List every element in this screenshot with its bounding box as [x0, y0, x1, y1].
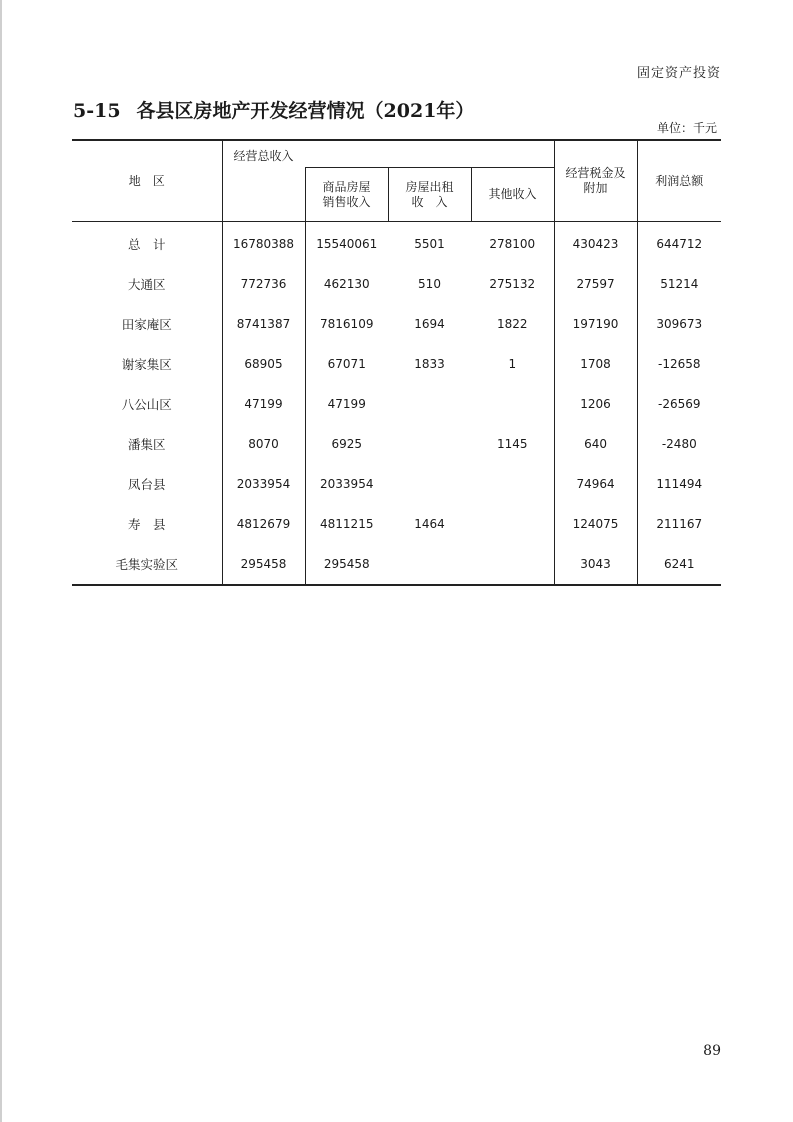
data-table-container	[72, 139, 721, 586]
cell-rent	[388, 424, 471, 464]
cell-region: 寿 县	[127, 517, 166, 532]
cell-tax: 430423	[554, 222, 637, 265]
header-other: 其他收入	[471, 168, 554, 222]
cell-other	[471, 504, 554, 544]
cell-total: 2033954	[222, 464, 305, 504]
cell-sales: 4811215	[305, 504, 388, 544]
cell-total: 8741387	[222, 304, 305, 344]
table-row	[72, 384, 721, 424]
cell-profit: -2480	[637, 424, 721, 464]
cell-other: 1	[508, 357, 517, 371]
cell-region: 毛集实验区	[115, 557, 178, 572]
cell-rent	[388, 464, 471, 504]
header-region: 地 区	[72, 140, 222, 222]
cell-rent: 1694	[414, 317, 445, 331]
cell-other	[471, 544, 554, 585]
cell-region: 谢家集区	[121, 357, 172, 372]
cell-total: 295458	[222, 544, 305, 585]
cell-rent	[388, 544, 471, 585]
cell-tax: 27597	[554, 264, 637, 304]
header-sales-line2: 销售收入	[322, 194, 371, 209]
cell-other	[471, 384, 554, 424]
cell-region: 总 计	[127, 237, 166, 252]
cell-profit: -12658	[637, 344, 721, 384]
cell-tax: 197190	[554, 304, 637, 344]
header-tax	[554, 140, 637, 222]
cell-profit: 51214	[637, 264, 721, 304]
cell-total: 8070	[222, 424, 305, 464]
cell-region: 潘集区	[127, 437, 166, 452]
cell-rent	[388, 384, 471, 424]
cell-region: 凤台县	[127, 477, 166, 492]
cell-rent: 5501	[414, 237, 445, 251]
cell-region: 田家庵区	[121, 317, 172, 332]
table-row	[72, 544, 721, 585]
cell-other: 275132	[489, 277, 536, 291]
cell-tax: 3043	[554, 544, 637, 585]
header-rent-line1: 房屋出租	[405, 179, 454, 194]
cell-tax: 640	[554, 424, 637, 464]
cell-other: 278100	[489, 237, 536, 251]
cell-profit: 644712	[637, 222, 721, 265]
header-sales	[305, 168, 388, 222]
cell-tax: 124075	[554, 504, 637, 544]
table-row	[72, 264, 721, 304]
header-profit: 利润总额	[637, 140, 721, 222]
unit-label: 单位：千元	[656, 121, 717, 135]
section-label: 固定资产投资	[636, 66, 721, 81]
cell-profit: -26569	[637, 384, 721, 424]
table-row	[72, 344, 721, 384]
cell-sales: 295458	[305, 544, 388, 585]
cell-sales: 15540061	[305, 222, 388, 265]
table-title: 各县区房地产开发经营情况（2021年）	[136, 100, 475, 122]
cell-sales: 462130	[305, 264, 388, 304]
cell-sales: 2033954	[305, 464, 388, 504]
table-number: 5-15	[73, 100, 121, 122]
cell-other: 1145	[496, 437, 528, 451]
page-number: 89	[703, 1043, 721, 1059]
cell-other	[471, 464, 554, 504]
cell-sales: 47199	[305, 384, 388, 424]
cell-total: 16780388	[222, 222, 305, 265]
cell-sales: 7816109	[305, 304, 388, 344]
cell-total: 68905	[222, 344, 305, 384]
table-row	[72, 464, 721, 504]
cell-region: 大通区	[127, 277, 166, 292]
table-row	[72, 222, 721, 265]
cell-tax: 1708	[554, 344, 637, 384]
page-left-edge	[0, 0, 2, 1122]
table-row	[72, 304, 721, 344]
page-title	[73, 96, 474, 123]
cell-profit: 211167	[637, 504, 721, 544]
cell-profit: 111494	[637, 464, 721, 504]
header-total-revenue: 经营总收入	[222, 140, 305, 222]
cell-total: 772736	[222, 264, 305, 304]
cell-rent: 1833	[414, 357, 445, 371]
cell-total: 4812679	[222, 504, 305, 544]
table-row	[72, 504, 721, 544]
table-row	[72, 424, 721, 464]
cell-other: 1822	[496, 317, 528, 331]
cell-sales: 6925	[305, 424, 388, 464]
cell-sales: 67071	[305, 344, 388, 384]
cell-total: 47199	[222, 384, 305, 424]
header-revenue-group	[305, 140, 554, 168]
cell-tax: 1206	[554, 384, 637, 424]
cell-rent: 1464	[414, 517, 445, 531]
cell-region: 八公山区	[121, 397, 172, 412]
cell-tax: 74964	[554, 464, 637, 504]
cell-profit: 309673	[637, 304, 721, 344]
header-rent-line2: 收 入	[411, 194, 448, 209]
cell-profit: 6241	[637, 544, 721, 585]
header-sales-line1: 商品房屋	[322, 179, 371, 194]
data-table	[72, 139, 721, 586]
cell-rent: 510	[418, 277, 441, 291]
header-tax-line2: 附加	[583, 181, 608, 195]
header-rent	[388, 168, 471, 222]
header-tax-line1: 经营税金及	[565, 166, 626, 180]
